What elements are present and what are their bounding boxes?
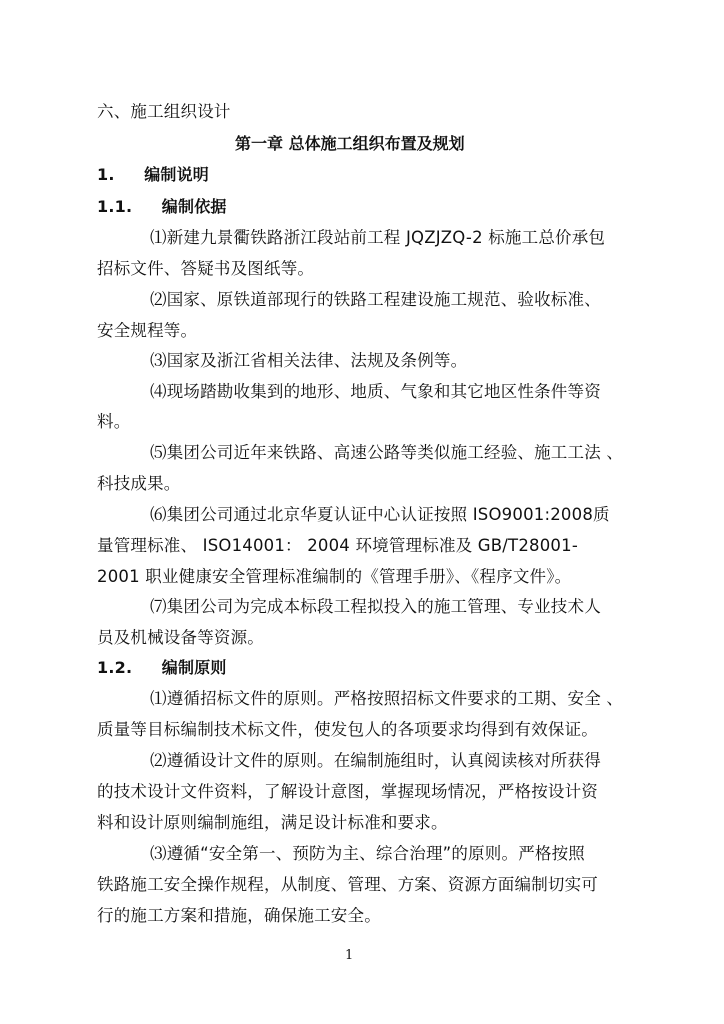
basis-line-6: ⑷现场踏勘收集到的地形、地质、气象和其它地区性条件等资 [150,382,601,401]
basis-line-1: ⑴新建九景衢铁路浙江段站前工程 JQZJZQ-2 标施工总价承包 [150,228,606,247]
basis-line-2: 招标文件、答疑书及图纸等。 [97,259,315,278]
basis-line-8: ⑸集团公司近年来铁路、高速公路等类似施工经验、施工工法 、 [150,443,624,462]
principle-line-8: 行的施工方案和措施，确保施工安全。 [97,906,381,925]
principle-line-4: 的技术设计文件资料，了解设计意图，掌握现场情况，严格按设计资 [97,782,598,801]
principle-line-2: 质量等目标编制技术标文件，使发包人的各项要求均得到有效保证。 [97,720,598,739]
chapter-title: 第一章 总体施工组织布置及规划 [235,134,465,153]
basis-line-3: ⑵国家、原铁道部现行的铁路工程建设施工规范、验收标准、 [150,290,601,309]
basis-line-13: ⑺集团公司为完成本标段工程拟投入的施工管理、专业技术人 [150,597,601,616]
basis-line-11: 量管理标准、 ISO14001： 2004 环境管理标准及 GB/T28001- [97,536,578,555]
principle-line-3: ⑵遵循设计文件的原则。在编制施组时，认真阅读核对所获得 [150,751,601,770]
page-number: 1 [345,948,354,963]
principle-line-6: ⑶遵循“安全第一、预防为主、综合治理”的原则。严格按照 [150,844,585,863]
principle-line-7: 铁路施工安全操作规程，从制度、管理、方案、资源方面编制切实可 [97,875,598,894]
principle-line-1: ⑴遵循招标文件的原则。严格按照招标文件要求的工期、安全 、 [150,689,624,708]
basis-line-10: ⑹集团公司通过北京华夏认证中心认证按照 ISO9001:2008质 [150,505,610,524]
basis-line-9: 科技成果。 [97,474,181,493]
section-1-heading [97,164,209,186]
basis-line-7: 料。 [97,412,131,431]
section-number: 1.2. [97,658,133,677]
basis-line-5: ⑶国家及浙江省相关法律、法规及条例等。 [150,351,468,370]
basis-line-4: 安全规程等。 [97,321,198,340]
section-title: 编制依据 [161,197,227,216]
principle-line-5: 料和设计原则编制施组，满足设计标准和要求。 [97,813,448,832]
section-title: 编制说明 [144,165,209,184]
section-number: 1. [97,165,115,184]
basis-line-12: 2001 职业健康安全管理标准编制的《管理手册》、《程序文件》。 [97,567,572,586]
section-number: 1.1. [97,197,133,216]
section-title: 编制原则 [161,658,227,677]
section-1-1-heading [97,196,227,218]
section-1-2-heading [97,657,227,679]
basis-line-14: 员及机械设备等资源。 [97,628,264,647]
section-heading: 六、施工组织设计 [97,102,231,121]
